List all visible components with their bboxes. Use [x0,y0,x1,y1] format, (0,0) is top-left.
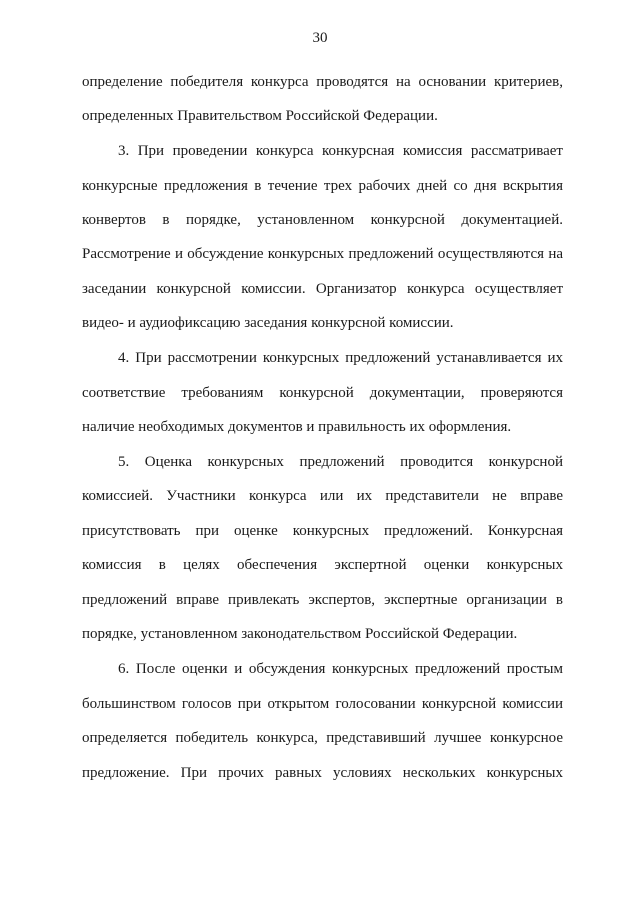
text-line: предложений вправе привлекать экспертов, экспертные организации в [82,592,563,608]
text-line: определяется победитель конкурса, представивший лучшее конкурсное [82,730,563,746]
text-line: видео- и аудиофиксацию заседания конкурсной комиссии. [82,315,454,331]
text-line: конкурсные предложения в течение трех рабочих дней со дня вскрытия [82,178,563,194]
text-line: определенных Правительством Российской Федерации. [82,108,438,124]
page-number: 30 [312,30,328,46]
text-line: определение победителя конкурса проводятся на основании критериев, [82,74,563,90]
text-line: присутствовать при оценке конкурсных предложений. Конкурсная [82,523,563,539]
text-line: комиссия в целях обеспечения экспертной оценки конкурсных [82,557,563,573]
text-line: 5. Оценка конкурсных предложений проводится конкурсной [118,454,563,470]
text-line: конвертов в порядке, установленном конкурсной документацией. [82,212,563,228]
text-line: порядке, установленном законодательством Российской Федерации. [82,626,518,642]
text-line: 6. После оценки и обсуждения конкурсных предложений простым [118,661,563,677]
text-line: Рассмотрение и обсуждение конкурсных предложений осуществляются на [82,246,563,262]
text-line: 3. При проведении конкурса конкурсная комиссия рассматривает [118,143,563,159]
text-line: наличие необходимых документов и правильность их оформления. [82,419,512,435]
text-line: заседании конкурсной комиссии. Организатор конкурса осуществляет [82,281,563,297]
text-line: комиссией. Участники конкурса или их представители не вправе [82,488,563,504]
text-line: 4. При рассмотрении конкурсных предложений устанавливается их [118,350,563,366]
text-line: соответствие требованиям конкурсной документации, проверяются [82,385,563,401]
text-line: предложение. При прочих равных условиях нескольких конкурсных [82,765,563,781]
text-line: большинством голосов при открытом голосовании конкурсной комиссии [82,696,563,712]
